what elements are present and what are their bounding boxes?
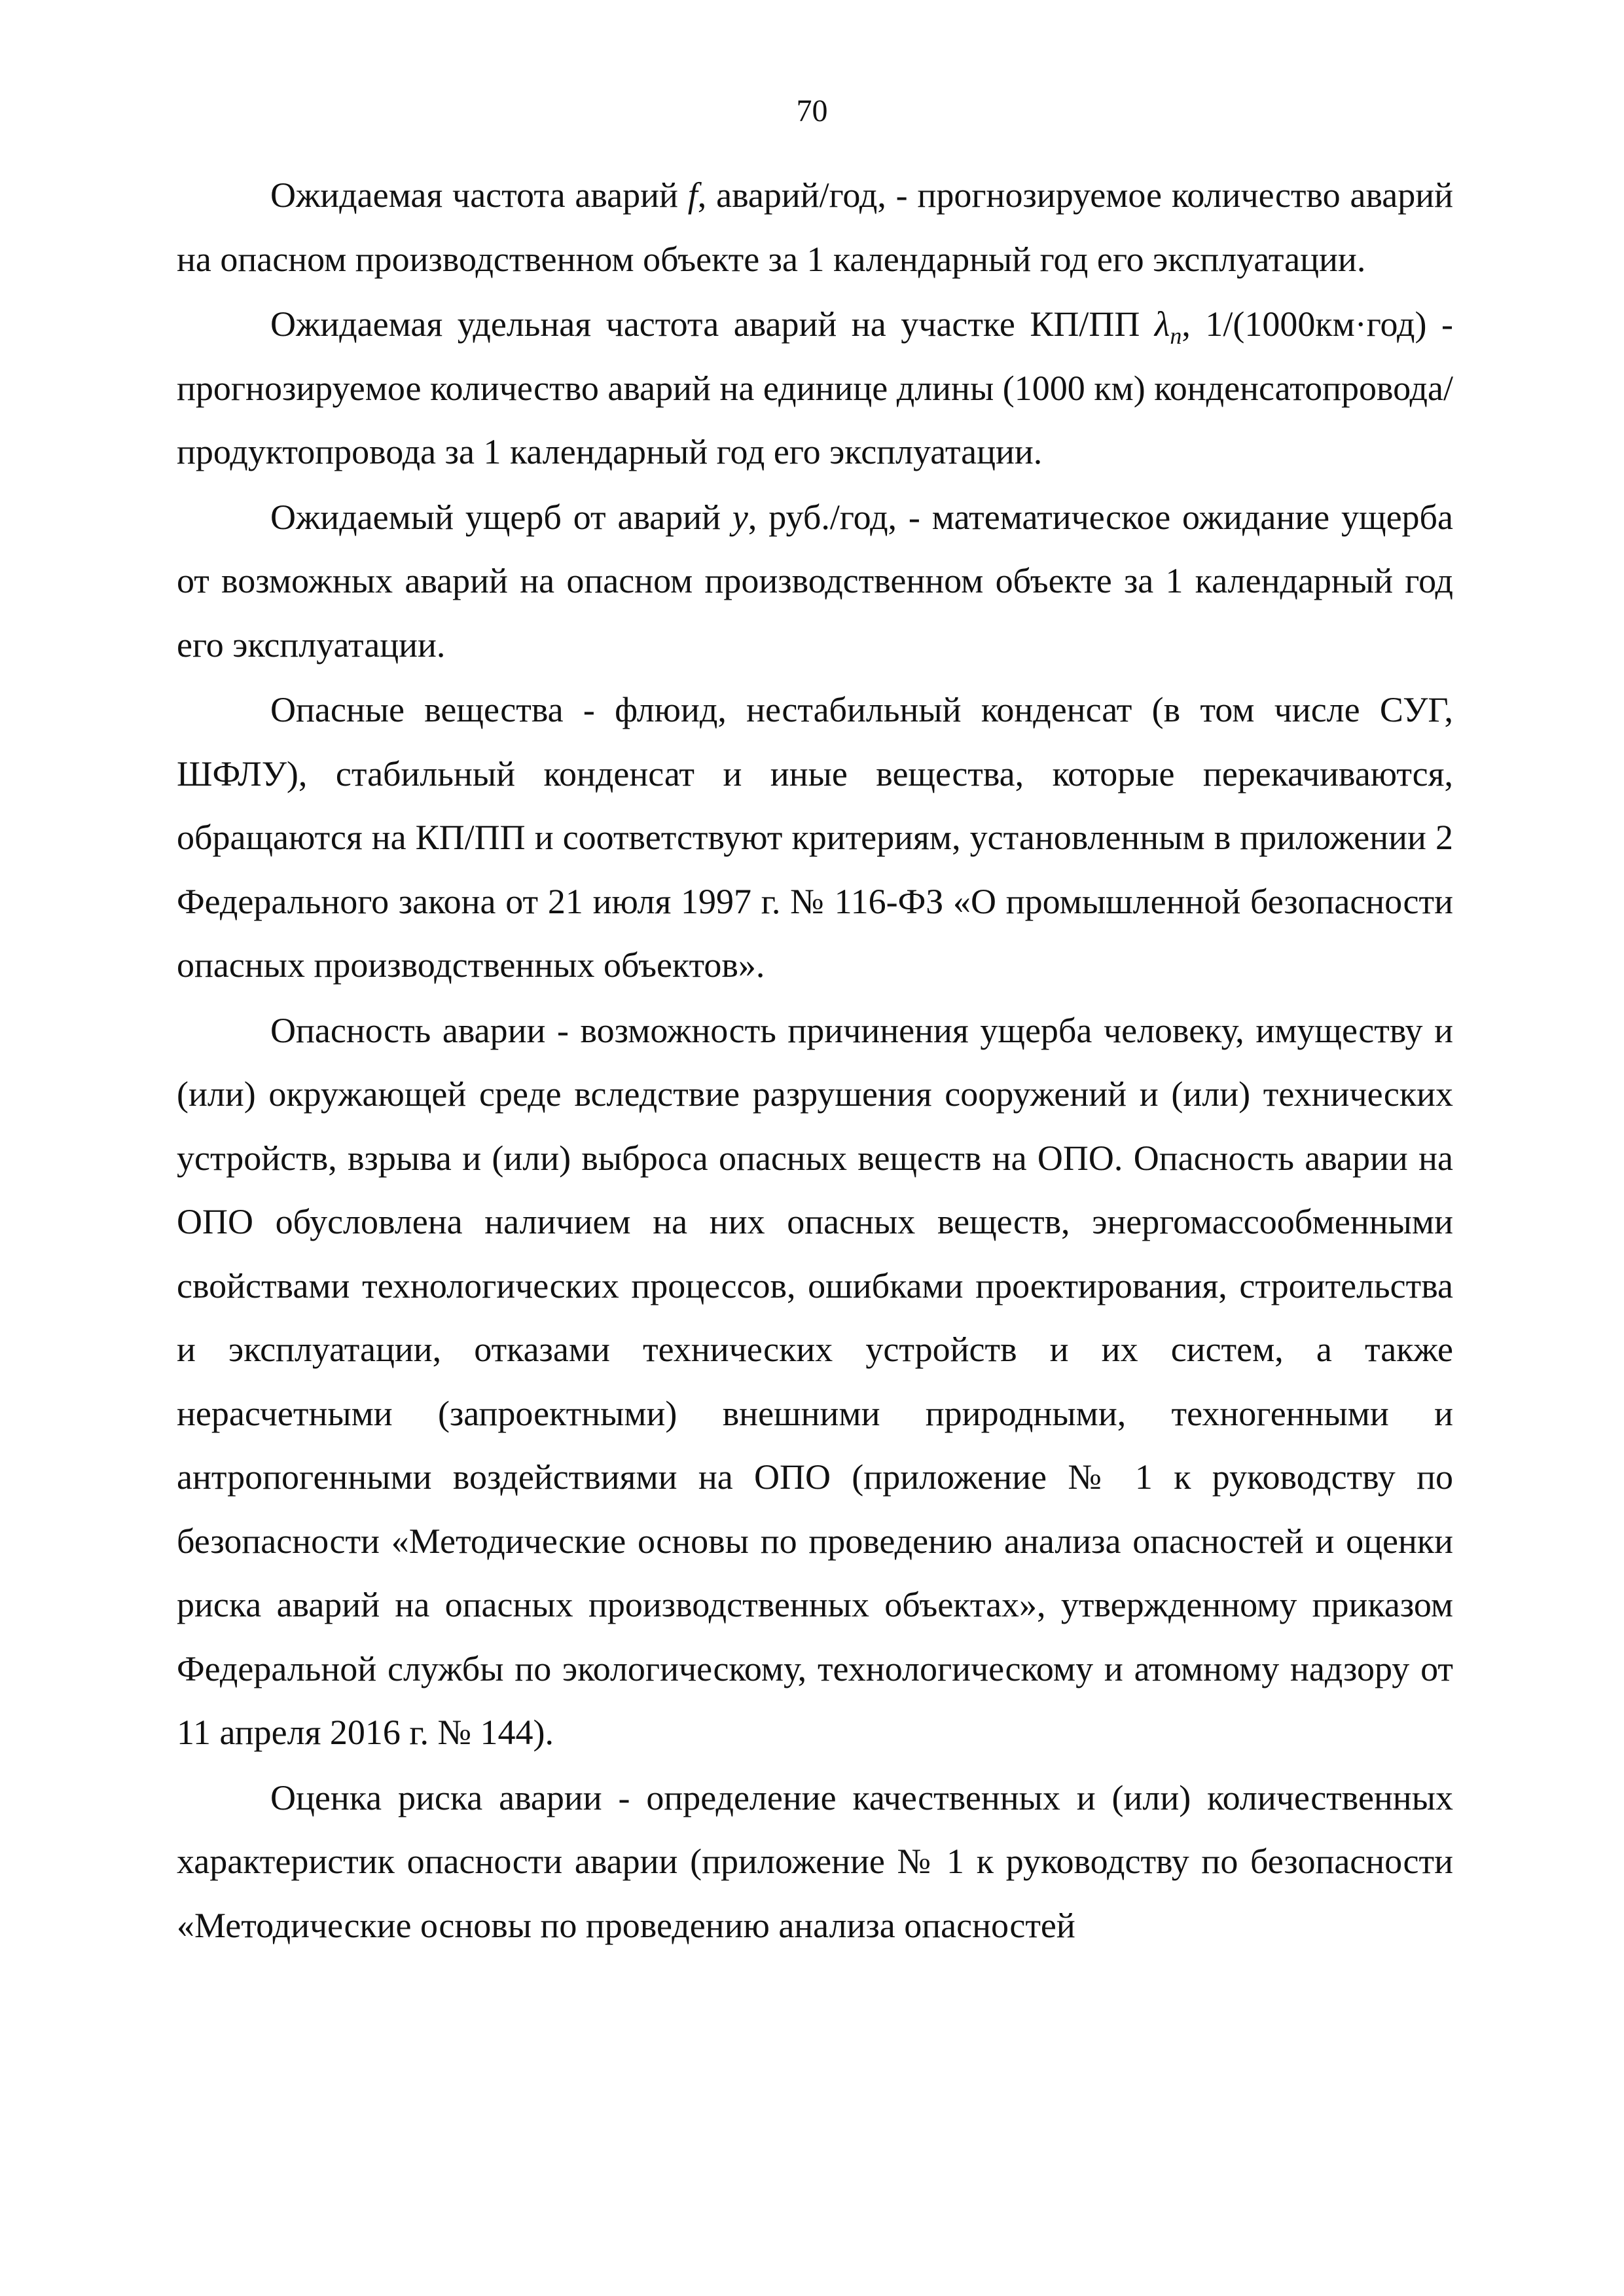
paragraph-text: , 1/(1000км·год) - прогнозируемое количество аварий на единице длины (1000 км) конденсатопровода/продуктопровода за 1 календарный год его эксплуатации. [177,304,1453,471]
symbol-f: f [687,175,698,215]
paragraph-text: Ожидаемая удельная частота аварий на участке КП/ПП [270,304,1155,344]
paragraph-text: , руб./год, - математическое ожидание ущерба от возможных аварий на опасном производственном объекте за 1 календарный год его эксплуатации. [177,497,1453,665]
paragraph-hazardous-substances: Опасные вещества - флюид, нестабильный конденсат (в том числе СУГ, ШФЛУ), стабильный конденсат и иные вещества, которые перекачиваются, обращаются на КП/ПП и соответствуют критериям, установленным в приложении 2 Федерального закона от 21 июля 1997 г. № 116-ФЗ «О промышленной безопасности опасных производственных объектов». [177,690,1453,985]
paragraph-text: , аварий/год, - прогнозируемое количество аварий на опасном производственном объекте за 1 календарный год его эксплуатации. [177,175,1453,279]
symbol-lambda-subscript: n [1170,322,1182,349]
document-body [177,164,1453,1959]
paragraph-accident-hazard: Опасность аварии - возможность причинения ущерба человеку, имуществу и (или) окружающей среде вследствие разрушения сооружений и (или) технических устройств, взрыва и (или) выброса опасных веществ на ОПО. Опасность аварии на ОПО обусловлена наличием на них опасных веществ, энергомассообменными свойствами технологических процессов, ошибками проектирования, строительства и эксплуатации, отказами технических устройств и их систем, а также нерасчетными (запроектными) внешними природными, техногенными и антропогенными воздействиями на ОПО (приложение № 1 к руководству по безопасности «Методические основы по проведению анализа опасностей и оценки риска аварий на опасных производственных объектах», утвержденному приказом Федеральной службы по экологическому, технологическому и атомному надзору от 11 апреля 2016 г. № 144). [177,1010,1453,1752]
paragraph-specific-accident-frequency [177,293,1453,486]
symbol-lambda: λ [1154,304,1170,344]
paragraph-text: Ожидаемая частота аварий [270,175,688,215]
paragraph-expected-damage [177,486,1453,679]
paragraph-expected-accident-frequency [177,164,1453,293]
paragraph-accident-risk-assessment: Оценка риска аварии - определение качественных и (или) количественных характеристик опасности аварии (приложение № 1 к руководству по безопасности «Методические основы по проведению анализа опасностей [177,1777,1453,1945]
symbol-y: y [732,497,748,537]
paragraph-text: Ожидаемый ущерб от аварий [270,497,732,537]
page-number: 70 [796,94,828,128]
